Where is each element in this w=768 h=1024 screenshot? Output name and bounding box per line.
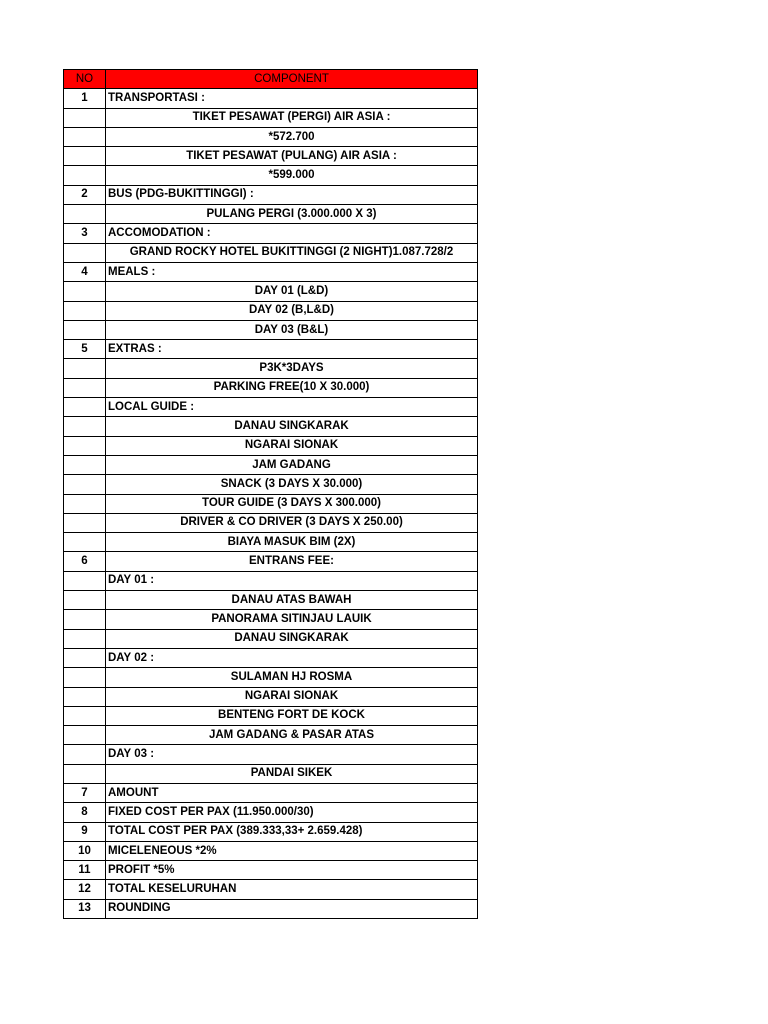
- row-number-cell[interactable]: 12: [64, 880, 106, 899]
- table-row: [64, 359, 478, 378]
- component-cell[interactable]: ROUNDING: [106, 899, 478, 918]
- table-row: [64, 687, 478, 706]
- row-number-cell[interactable]: [64, 243, 106, 262]
- component-cell[interactable]: DANAU SINGKARAK: [106, 629, 478, 648]
- table-row: [64, 861, 478, 880]
- component-cell[interactable]: *572.700: [106, 127, 478, 146]
- component-cell[interactable]: MICELENEOUS *2%: [106, 841, 478, 860]
- component-cell[interactable]: DAY 01 :: [106, 571, 478, 590]
- row-number-cell[interactable]: [64, 764, 106, 783]
- row-number-cell[interactable]: [64, 513, 106, 532]
- table-row: [64, 668, 478, 687]
- row-number-cell[interactable]: [64, 398, 106, 417]
- table-row: [64, 591, 478, 610]
- component-cell[interactable]: DRIVER & CO DRIVER (3 DAYS X 250.00): [106, 513, 478, 532]
- component-cell[interactable]: PARKING FREE(10 X 30.000): [106, 378, 478, 397]
- table-row: [64, 398, 478, 417]
- table-row: [64, 475, 478, 494]
- row-number-cell[interactable]: [64, 282, 106, 301]
- row-number-cell[interactable]: 9: [64, 822, 106, 841]
- row-number-cell[interactable]: [64, 359, 106, 378]
- table-row: [64, 455, 478, 474]
- component-cell[interactable]: PROFIT *5%: [106, 861, 478, 880]
- table-row: [64, 378, 478, 397]
- table-row: [64, 629, 478, 648]
- header-component: COMPONENT: [106, 70, 478, 89]
- component-cell[interactable]: DAY 02 (B,L&D): [106, 301, 478, 320]
- table-row: [64, 127, 478, 146]
- component-cell[interactable]: SNACK (3 DAYS X 30.000): [106, 475, 478, 494]
- table-row: [64, 841, 478, 860]
- table-body: [64, 89, 478, 919]
- component-cell[interactable]: JAM GADANG: [106, 455, 478, 474]
- table-row: [64, 89, 478, 108]
- row-number-cell[interactable]: [64, 301, 106, 320]
- table-row: [64, 513, 478, 532]
- row-number-cell[interactable]: [64, 687, 106, 706]
- row-number-cell[interactable]: 11: [64, 861, 106, 880]
- row-number-cell[interactable]: [64, 591, 106, 610]
- table-row: [64, 822, 478, 841]
- row-number-cell[interactable]: [64, 745, 106, 764]
- table-row: [64, 436, 478, 455]
- component-cell[interactable]: ENTRANS FEE:: [106, 552, 478, 571]
- row-number-cell[interactable]: [64, 571, 106, 590]
- row-number-cell[interactable]: 3: [64, 224, 106, 243]
- component-cell[interactable]: BIAYA MASUK BIM (2X): [106, 533, 478, 552]
- table-row: [64, 494, 478, 513]
- component-cell[interactable]: DAY 03 (B&L): [106, 320, 478, 339]
- row-number-cell[interactable]: [64, 205, 106, 224]
- cost-table: [63, 69, 478, 919]
- row-number-cell[interactable]: [64, 610, 106, 629]
- table-row: [64, 571, 478, 590]
- component-cell[interactable]: TIKET PESAWAT (PERGI) AIR ASIA :: [106, 108, 478, 127]
- component-cell[interactable]: TOTAL COST PER PAX (389.333,33+ 2.659.428): [106, 822, 478, 841]
- table-row: [64, 417, 478, 436]
- component-cell[interactable]: PULANG PERGI (3.000.000 X 3): [106, 205, 478, 224]
- table-row: [64, 533, 478, 552]
- row-number-cell[interactable]: [64, 147, 106, 166]
- row-number-cell[interactable]: [64, 668, 106, 687]
- table-header-row: [64, 70, 478, 89]
- table-row: [64, 899, 478, 918]
- component-cell[interactable]: GRAND ROCKY HOTEL BUKITTINGGI (2 NIGHT)1.087.728/2: [106, 243, 478, 262]
- table-row: [64, 147, 478, 166]
- component-cell[interactable]: NGARAI SIONAK: [106, 436, 478, 455]
- table-row: [64, 726, 478, 745]
- component-cell[interactable]: LOCAL GUIDE :: [106, 398, 478, 417]
- table-row: [64, 880, 478, 899]
- component-cell[interactable]: PANORAMA SITINJAU LAUIK: [106, 610, 478, 629]
- component-cell[interactable]: DANAU ATAS BAWAH: [106, 591, 478, 610]
- component-cell[interactable]: EXTRAS :: [106, 340, 478, 359]
- table-row: [64, 783, 478, 802]
- component-cell[interactable]: TIKET PESAWAT (PULANG) AIR ASIA :: [106, 147, 478, 166]
- table-row: [64, 552, 478, 571]
- component-cell[interactable]: BUS (PDG-BUKITTINGGI) :: [106, 185, 478, 204]
- table-row: [64, 610, 478, 629]
- row-number-cell[interactable]: 7: [64, 783, 106, 802]
- table-row: [64, 648, 478, 667]
- component-cell[interactable]: DAY 03 :: [106, 745, 478, 764]
- component-cell[interactable]: SULAMAN HJ ROSMA: [106, 668, 478, 687]
- component-cell[interactable]: TRANSPORTASI :: [106, 89, 478, 108]
- row-number-cell[interactable]: [64, 127, 106, 146]
- component-cell[interactable]: JAM GADANG & PASAR ATAS: [106, 726, 478, 745]
- row-number-cell[interactable]: [64, 706, 106, 725]
- row-number-cell[interactable]: 1: [64, 89, 106, 108]
- component-cell[interactable]: BENTENG FORT DE KOCK: [106, 706, 478, 725]
- row-number-cell[interactable]: [64, 629, 106, 648]
- row-number-cell[interactable]: 6: [64, 552, 106, 571]
- row-number-cell[interactable]: [64, 475, 106, 494]
- table-row: [64, 320, 478, 339]
- table-row: [64, 340, 478, 359]
- row-number-cell[interactable]: [64, 320, 106, 339]
- table-row: [64, 166, 478, 185]
- table-row: [64, 764, 478, 783]
- table-row: [64, 205, 478, 224]
- component-cell[interactable]: ACCOMODATION :: [106, 224, 478, 243]
- row-number-cell[interactable]: [64, 417, 106, 436]
- row-number-cell[interactable]: 13: [64, 899, 106, 918]
- table-row: [64, 745, 478, 764]
- component-cell[interactable]: PANDAI SIKEK: [106, 764, 478, 783]
- row-number-cell[interactable]: 2: [64, 185, 106, 204]
- row-number-cell[interactable]: 8: [64, 803, 106, 822]
- component-cell[interactable]: DANAU SINGKARAK: [106, 417, 478, 436]
- table-row: [64, 243, 478, 262]
- component-cell[interactable]: DAY 01 (L&D): [106, 282, 478, 301]
- table-row: [64, 108, 478, 127]
- table-row: [64, 803, 478, 822]
- row-number-cell[interactable]: [64, 166, 106, 185]
- component-cell[interactable]: AMOUNT: [106, 783, 478, 802]
- row-number-cell[interactable]: 4: [64, 262, 106, 281]
- table-row: [64, 706, 478, 725]
- table-row: [64, 282, 478, 301]
- row-number-cell[interactable]: [64, 108, 106, 127]
- table-row: [64, 185, 478, 204]
- row-number-cell[interactable]: [64, 455, 106, 474]
- row-number-cell[interactable]: 10: [64, 841, 106, 860]
- table-row: [64, 262, 478, 281]
- row-number-cell[interactable]: 5: [64, 340, 106, 359]
- row-number-cell[interactable]: [64, 726, 106, 745]
- row-number-cell[interactable]: [64, 378, 106, 397]
- component-cell[interactable]: NGARAI SIONAK: [106, 687, 478, 706]
- row-number-cell[interactable]: [64, 436, 106, 455]
- table-row: [64, 224, 478, 243]
- component-cell[interactable]: P3K*3DAYS: [106, 359, 478, 378]
- component-cell[interactable]: *599.000: [106, 166, 478, 185]
- row-number-cell[interactable]: [64, 533, 106, 552]
- row-number-cell[interactable]: [64, 648, 106, 667]
- header-no: NO: [64, 70, 106, 89]
- component-cell[interactable]: TOTAL KESELURUHAN: [106, 880, 478, 899]
- row-number-cell[interactable]: [64, 494, 106, 513]
- component-cell[interactable]: FIXED COST PER PAX (11.950.000/30): [106, 803, 478, 822]
- component-cell[interactable]: TOUR GUIDE (3 DAYS X 300.000): [106, 494, 478, 513]
- table-row: [64, 301, 478, 320]
- component-cell[interactable]: DAY 02 :: [106, 648, 478, 667]
- component-cell[interactable]: MEALS :: [106, 262, 478, 281]
